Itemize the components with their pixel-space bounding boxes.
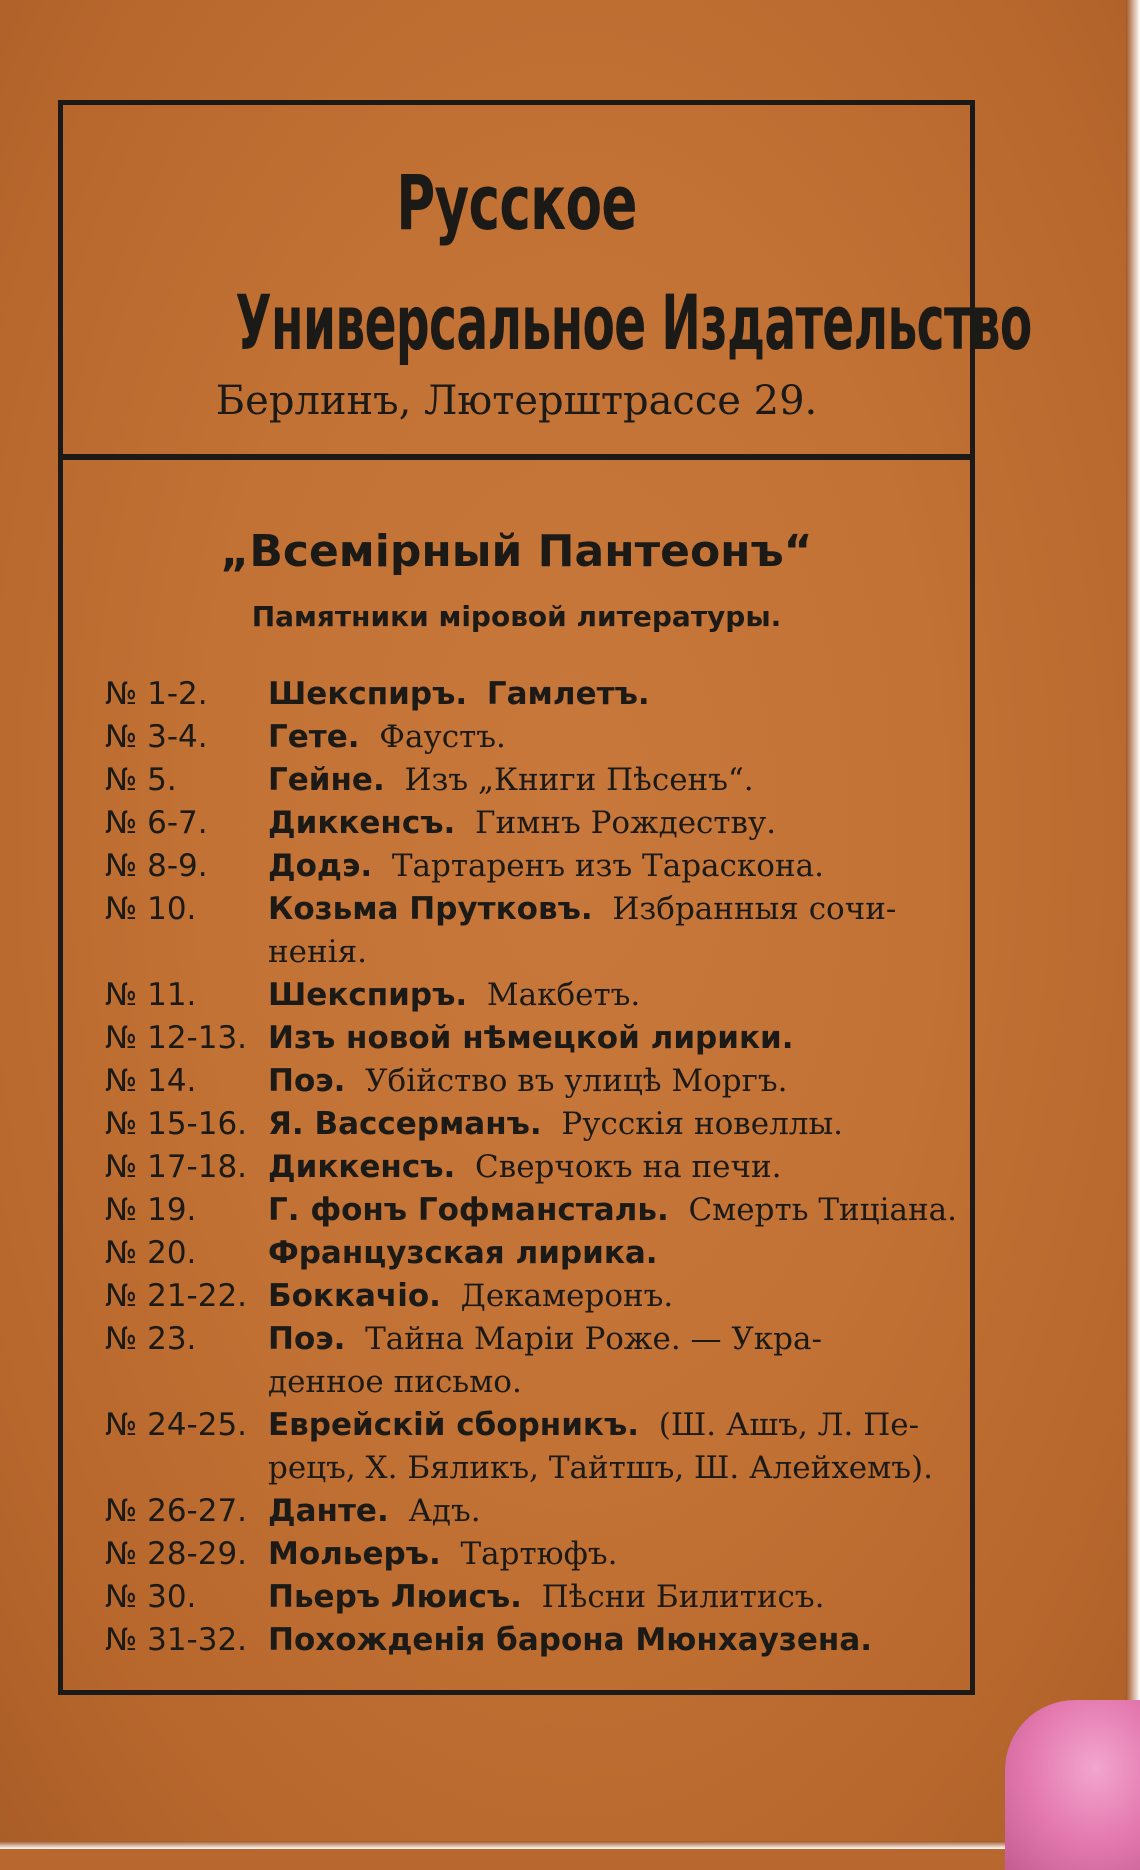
entry-title: Декамеронъ. <box>460 1278 674 1314</box>
entry-text <box>268 845 965 888</box>
catalog-entry <box>105 888 965 974</box>
catalog-entry <box>105 1619 965 1662</box>
entry-number: № 24-25. <box>105 1407 248 1443</box>
series-subtitle: Памятники мiровой литературы. <box>251 600 782 633</box>
entry-text <box>268 1619 965 1662</box>
entry-number: № 15-16. <box>105 1106 248 1142</box>
entry-number: № 17-18. <box>105 1149 248 1185</box>
catalog-entry <box>105 1146 965 1189</box>
entry-number: № 28-29. <box>105 1536 248 1572</box>
entry-title: Сверчокъ на печи. <box>475 1149 782 1185</box>
entry-text <box>268 1189 965 1232</box>
entry-number: № 11. <box>105 977 197 1013</box>
entry-author: Я. Вассерманъ. <box>268 1106 542 1142</box>
entry-title: Русскія новеллы. <box>561 1106 843 1142</box>
catalog-frame <box>58 100 1032 1695</box>
catalog-entry <box>105 1533 965 1576</box>
entry-title: Смерть Тиціана. <box>688 1192 958 1228</box>
entry-title: Избранныя сочи- <box>612 891 897 927</box>
entry-title: Тартаренъ изъ Тараскона. <box>391 848 824 884</box>
entry-text <box>268 1275 965 1318</box>
entry-text <box>268 1533 965 1576</box>
entry-text <box>268 1490 965 1533</box>
catalog-entry <box>105 802 965 845</box>
catalog-entry <box>105 1318 965 1404</box>
catalog-entry <box>105 1490 965 1533</box>
entry-author: Гете. <box>268 719 360 755</box>
catalog-entry <box>105 1232 965 1275</box>
entry-author: Данте. <box>268 1493 389 1529</box>
entry-number: № 3-4. <box>105 719 208 755</box>
entry-text <box>268 1060 965 1103</box>
catalog-entry <box>105 1103 965 1146</box>
entry-title: Тартюфъ. <box>460 1536 618 1572</box>
entry-number: № 23. <box>105 1321 197 1357</box>
entry-title: Макбетъ. <box>486 977 641 1013</box>
catalog-entry <box>105 845 965 888</box>
entry-number: № 5. <box>105 762 177 798</box>
catalog-list <box>105 673 965 1662</box>
entry-author: Поэ. <box>268 1321 346 1357</box>
catalog-entry <box>105 1060 965 1103</box>
entry-author: Изъ новой нѣмецкой лирики. <box>268 1020 794 1056</box>
entry-number: № 14. <box>105 1063 197 1099</box>
catalog-entry <box>105 1275 965 1318</box>
entry-number: № 30. <box>105 1579 197 1615</box>
entry-author: Пьеръ Люисъ. <box>268 1579 522 1615</box>
entry-number: № 21-22. <box>105 1278 248 1314</box>
entry-author: Шекспиръ. <box>268 676 468 712</box>
entry-author: Поэ. <box>268 1063 346 1099</box>
thumb <box>1005 1700 1140 1870</box>
entry-author: Похожденія барона Мюнхаузена. <box>268 1622 873 1658</box>
entry-text <box>268 1146 965 1189</box>
page-edge-bottom <box>0 1841 1140 1849</box>
entry-title: Изъ „Книги Пѣсенъ“. <box>404 762 754 798</box>
entry-author: Г. фонъ Гофмансталь. <box>268 1192 669 1228</box>
entry-title: Адъ. <box>408 1493 481 1529</box>
entry-author: Гейне. <box>268 762 385 798</box>
catalog-entry <box>105 974 965 1017</box>
entry-number: № 31-32. <box>105 1622 248 1658</box>
entry-author: Еврейскій сборникъ. <box>268 1407 640 1443</box>
entry-title-continuation: ненія. <box>268 934 367 970</box>
entry-number: № 26-27. <box>105 1493 248 1529</box>
entry-title: Тайна Маріи Роже. — Укра- <box>365 1321 822 1357</box>
entry-text <box>268 1232 965 1275</box>
entry-text <box>268 1318 965 1404</box>
catalog-entry <box>105 1404 965 1490</box>
entry-author: Шекспиръ. <box>268 977 468 1013</box>
entry-author: Додэ. <box>268 848 373 884</box>
entry-title: Пѣсни Билитисъ. <box>541 1579 825 1615</box>
publisher-name-line1: Русское <box>396 158 637 247</box>
entry-text <box>268 1103 965 1146</box>
catalog-entry <box>105 1017 965 1060</box>
entry-text <box>268 1017 965 1060</box>
catalog-entry <box>105 673 965 716</box>
catalog-entry <box>105 716 965 759</box>
entry-text <box>268 1404 965 1490</box>
entry-number: № 20. <box>105 1235 197 1271</box>
entry-title: Гамлетъ. <box>486 676 650 712</box>
entry-author: Французская лирика. <box>268 1235 658 1271</box>
entry-text <box>268 1576 965 1619</box>
publisher-name-line2: Универсальное Издательство <box>235 278 1032 367</box>
publisher-address: Берлинъ, Лютерштрассе 29. <box>215 378 818 424</box>
entry-text <box>268 716 965 759</box>
series-title: „Всемiрный Пантеонъ“ <box>220 526 813 577</box>
entry-text <box>268 759 965 802</box>
entry-number: № 19. <box>105 1192 197 1228</box>
entry-number: № 10. <box>105 891 197 927</box>
entry-author: Диккенсъ. <box>268 1149 456 1185</box>
catalog-entry <box>105 1576 965 1619</box>
entry-title: (Ш. Ашъ, Л. Пе- <box>658 1407 920 1443</box>
entry-title-continuation: рецъ, Х. Бяликъ, Тайтшъ, Ш. Алейхемъ). <box>268 1450 933 1486</box>
entry-title: Фаустъ. <box>379 719 506 755</box>
entry-number: № 1-2. <box>105 676 208 712</box>
entry-title: Убійство въ улицѣ Моргъ. <box>365 1063 788 1099</box>
entry-text <box>268 802 965 845</box>
entry-author: Боккачіо. <box>268 1278 441 1314</box>
entry-text <box>268 673 965 716</box>
entry-number: № 6-7. <box>105 805 208 841</box>
entry-text <box>268 974 965 1017</box>
entry-title: Гимнъ Рождеству. <box>475 805 777 841</box>
entry-author: Мольеръ. <box>268 1536 441 1572</box>
page-edge <box>1126 0 1140 1849</box>
entry-number: № 12-13. <box>105 1020 248 1056</box>
entry-number: № 8-9. <box>105 848 208 884</box>
catalog-entry <box>105 759 965 802</box>
entry-title-continuation: денное письмо. <box>268 1364 522 1400</box>
publisher-header <box>63 105 1032 460</box>
entry-text <box>268 888 965 974</box>
entry-author: Диккенсъ. <box>268 805 456 841</box>
entry-author: Козьма Прутковъ. <box>268 891 593 927</box>
catalog-entry <box>105 1189 965 1232</box>
